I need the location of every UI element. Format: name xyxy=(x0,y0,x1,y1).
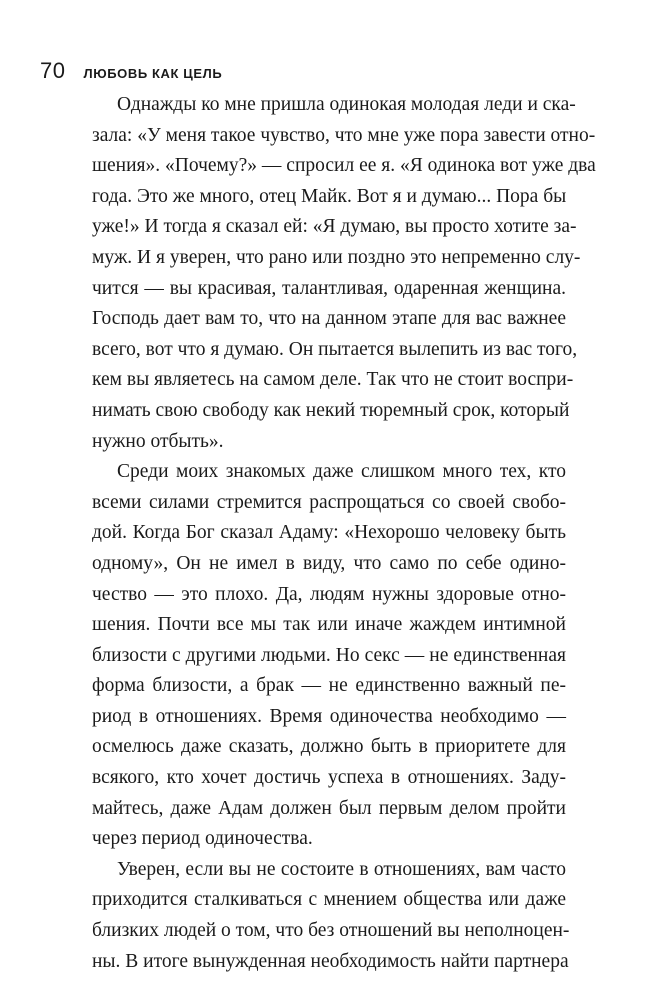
text-line: через период одиночества. xyxy=(92,828,313,850)
page-number: 70 xyxy=(40,58,66,83)
text-line: зала: «У меня такое чувство, что мне уже пора завести отно- xyxy=(92,124,596,146)
text-line: года. Это же много, отец Майк. Вот я и думаю... Пора бы xyxy=(92,185,567,207)
text-line: всякого, кто хочет достичь успеха в отношениях. Заду- xyxy=(92,767,566,789)
text-line: Господь дает вам то, что на данном этапе для вас важнее xyxy=(92,308,566,330)
text-line: нужно отбыть». xyxy=(92,430,224,452)
text-line: форма близости, а брак — не единственно важный пе- xyxy=(92,675,566,697)
text-line: близости с другими людьми. Но секс — не единственная xyxy=(92,644,566,666)
text-line: майтесь, даже Адам должен был первым делом пройти xyxy=(92,797,566,819)
text-line: одному», Он не имел в виду, что само по себе одино- xyxy=(92,552,566,574)
text-line: риод в отношениях. Время одиночества необходимо — xyxy=(92,705,566,727)
text-line: кем вы являетесь на самом деле. Так что не стоит воспри- xyxy=(92,369,574,391)
text-line: осмелюсь даже сказать, должно быть в приоритете для xyxy=(92,736,566,758)
text-line: Однажды ко мне пришла одинокая молодая леди и ска- xyxy=(117,94,576,115)
page-header xyxy=(40,58,222,84)
body-text xyxy=(92,90,596,977)
text-line: Среди моих знакомых даже слишком много тех, кто xyxy=(117,461,566,483)
text-line: близких людей о том, что без отношений вы неполноцен- xyxy=(92,920,570,942)
text-line: ны. В итоге вынужденная необходимость найти партнера xyxy=(92,950,569,972)
text-line: всеми силами стремится распрощаться со своей свобо- xyxy=(92,491,566,513)
text-line: чится — вы красивая, талантливая, одаренная женщина. xyxy=(92,277,566,299)
text-line: шения. Почти все мы так или иначе жаждем интимной xyxy=(92,614,566,636)
text-line: Уверен, если вы не состоите в отношениях, вам часто xyxy=(117,858,566,880)
text-line: муж. И я уверен, что рано или поздно это непременно слу- xyxy=(92,246,581,268)
text-line: всего, вот что я думаю. Он пытается вылепить из вас того, xyxy=(92,338,578,360)
text-line: приходится сталкиваться с мнением общества или даже xyxy=(92,889,566,911)
text-line: шения». «Почему?» — спросил ее я. «Я одинока вот уже два xyxy=(92,155,596,177)
text-line: дой. Когда Бог сказал Адаму: «Нехорошо человеку быть xyxy=(92,522,566,544)
text-line: чество — это плохо. Да, людям нужны здоровые отно- xyxy=(92,583,566,605)
text-line: уже!» И тогда я сказал ей: «Я думаю, вы просто хотите за- xyxy=(92,216,577,238)
running-title: ЛЮБОВЬ КАК ЦЕЛЬ xyxy=(83,66,223,81)
text-line: нимать свою свободу как некий тюремный срок, который xyxy=(92,399,570,421)
